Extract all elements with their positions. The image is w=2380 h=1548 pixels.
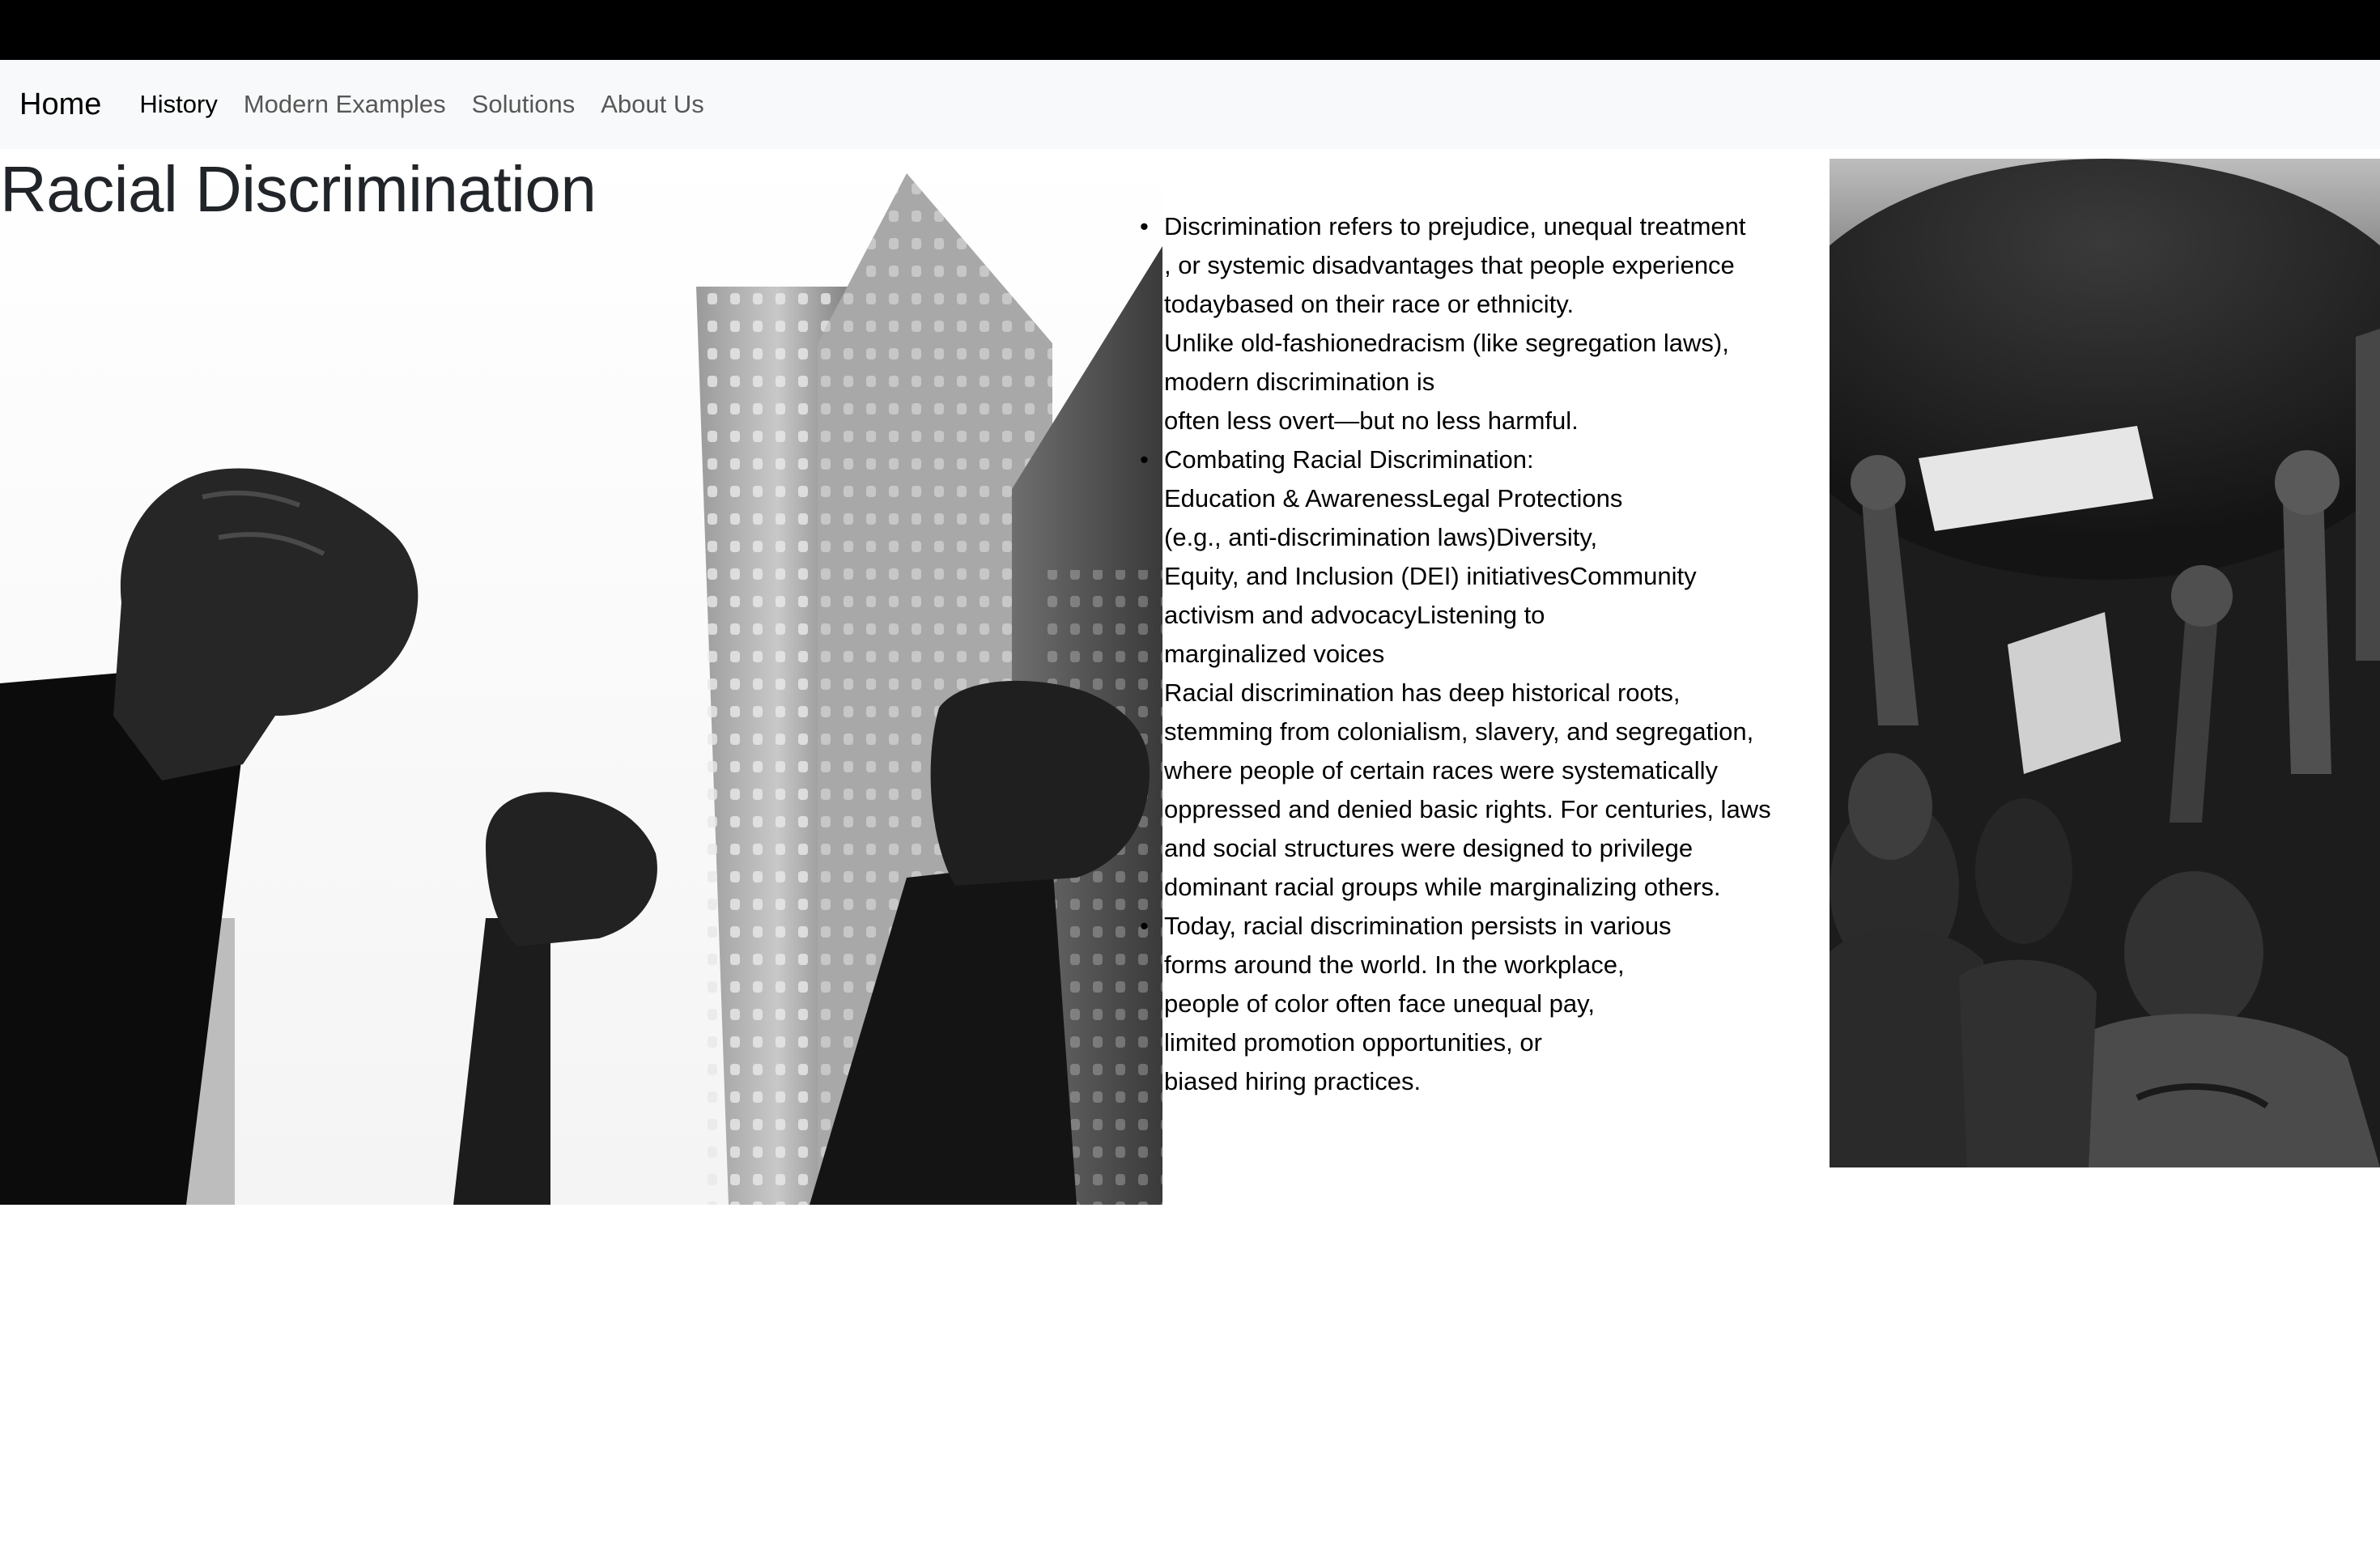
text-line: biased hiring practices.: [1164, 1067, 1422, 1095]
list-item: [1140, 907, 1812, 1101]
text-line: and social structures were designed to privilege: [1164, 834, 1694, 862]
text-line: Combating Racial Discrimination:: [1164, 445, 1534, 474]
browser-top-strip: [0, 0, 2380, 60]
text-line: Discrimination refers to prejudice, unequal treatment: [1164, 212, 1746, 240]
text-line: todaybased on their race or ethnicity.: [1164, 290, 1575, 318]
text-line: Racial discrimination has deep historical roots,: [1164, 678, 1681, 707]
nav-link-history[interactable]: History: [139, 90, 218, 118]
text-line: marginalized voices: [1164, 640, 1385, 668]
text-line: often less overt—but no less harmful.: [1164, 406, 1579, 435]
navbar: [0, 60, 2380, 149]
text-line: Today, racial discrimination persists in various: [1164, 912, 1672, 940]
text-line: dominant racial groups while marginalizing others.: [1164, 873, 1721, 901]
text-line: stemming from colonialism, slavery, and segregation,: [1164, 717, 1754, 746]
text-line: Education & AwarenessLegal Protections: [1164, 484, 1623, 512]
text-line: activism and advocacyListening to: [1164, 601, 1545, 629]
nav-link-modern-examples[interactable]: Modern Examples: [243, 90, 446, 118]
page-title: Racial Discrimination: [0, 153, 597, 225]
bullet-icon: •: [1140, 212, 1149, 240]
text-line: forms around the world. In the workplace,: [1164, 950, 1625, 979]
text-line: limited promotion opportunities, or: [1164, 1028, 1542, 1057]
nav-link-solutions[interactable]: Solutions: [471, 90, 576, 118]
list-item: [1140, 207, 1812, 440]
text-line: Unlike old-fashionedracism (like segregation laws),: [1164, 329, 1729, 357]
text-line: , or systemic disadvantages that people experience: [1164, 251, 1735, 279]
text-line: oppressed and denied basic rights. For centuries, laws: [1164, 795, 1771, 823]
text-line: people of color often face unequal pay,: [1164, 989, 1595, 1018]
list-item: [1140, 440, 1812, 907]
text-line: Equity, and Inclusion (DEI) initiativesCommunity: [1164, 562, 1697, 590]
nav-brand-home[interactable]: Home: [19, 87, 102, 121]
bullet-icon: •: [1140, 912, 1149, 940]
text-line: modern discrimination is: [1164, 368, 1435, 396]
nav-link-about-us[interactable]: About Us: [601, 90, 704, 118]
content-list: [1140, 207, 1812, 1101]
text-line: where people of certain races were systematically: [1164, 756, 1719, 785]
text-line: (e.g., anti-discrimination laws)Diversity,: [1164, 523, 1598, 551]
protest-crowd-photo: [1830, 159, 2380, 1167]
raised-fists-photo: [0, 149, 1162, 1205]
bullet-icon: •: [1140, 445, 1149, 474]
